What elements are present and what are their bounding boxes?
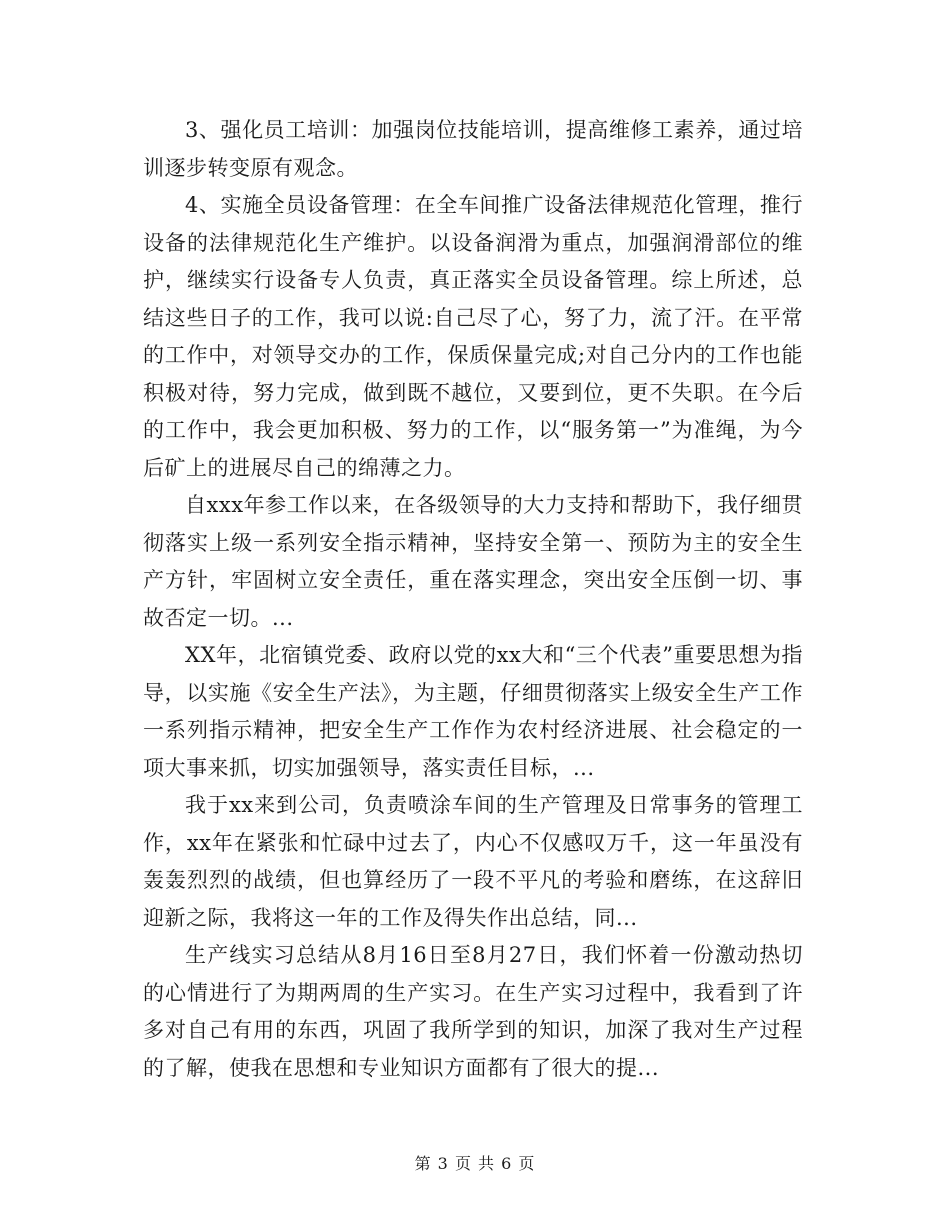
- paragraph-safety-work: 自xxx年参工作以来，在各级领导的大力支持和帮助下，我仔细贯彻落实上级一系列安全指示精神，坚持安全第一、预防为主的安全生产方针，牢固树立安全责任，重在落实理念，突出安全压倒一切、事故否定一切。...: [143, 493, 803, 630]
- paragraph-production-internship: 生产线实习总结从8月16日至8月27日，我们怀着一份激动热切的心情进行了为期两周的生产实习。在生产实习过程中，我看到了许多对自己有用的东西，巩固了我所学到的知识，加深了我对生产过程的了解，使我在思想和专业知识方面都有了很大的提...: [143, 943, 803, 1080]
- page-number: 第 3 页 共 6 页: [414, 1154, 536, 1173]
- paragraph-spray-workshop: 我于xx来到公司，负责喷涂车间的生产管理及日常事务的管理工作，xx年在紧张和忙碌中过去了，内心不仅感叹万千，这一年虽没有轰轰烈烈的战绩，但也算经历了一段不平凡的考验和磨练，在这辞旧迎新之际，我将这一年的工作及得失作出总结，同...: [143, 793, 803, 930]
- document-body: [143, 112, 803, 1087]
- paragraph-staff-training: 3、强化员工培训：加强岗位技能培训，提高维修工素养，通过培训逐步转变原有观念。: [143, 118, 803, 180]
- paragraph-town-safety: XX年，北宿镇党委、政府以党的xx大和“三个代表”重要思想为指导，以实施《安全生产法》，为主题，仔细贯彻落实上级安全生产工作一系列指示精神，把安全生产工作作为农村经济进展、社会稳定的一项大事来抓，切实加强领导，落实责任目标，...: [143, 643, 803, 780]
- paragraph-equipment-management: 4、实施全员设备管理：在全车间推广设备法律规范化管理，推行设备的法律规范化生产维护。以设备润滑为重点，加强润滑部位的维护，继续实行设备专人负责，真正落实全员设备管理。综上所述，总结这些日子的工作，我可以说:自己尽了心，努了力，流了汗。在平常的工作中，对领导交办的工作，保质保量完成;对自己分内的工作也能积极对待，努力完成，做到既不越位，又要到位，更不失职。在今后的工作中，我会更加积极、努力的工作，以“服务第一”为准绳，为今后矿上的进展尽自己的绵薄之力。: [143, 193, 803, 480]
